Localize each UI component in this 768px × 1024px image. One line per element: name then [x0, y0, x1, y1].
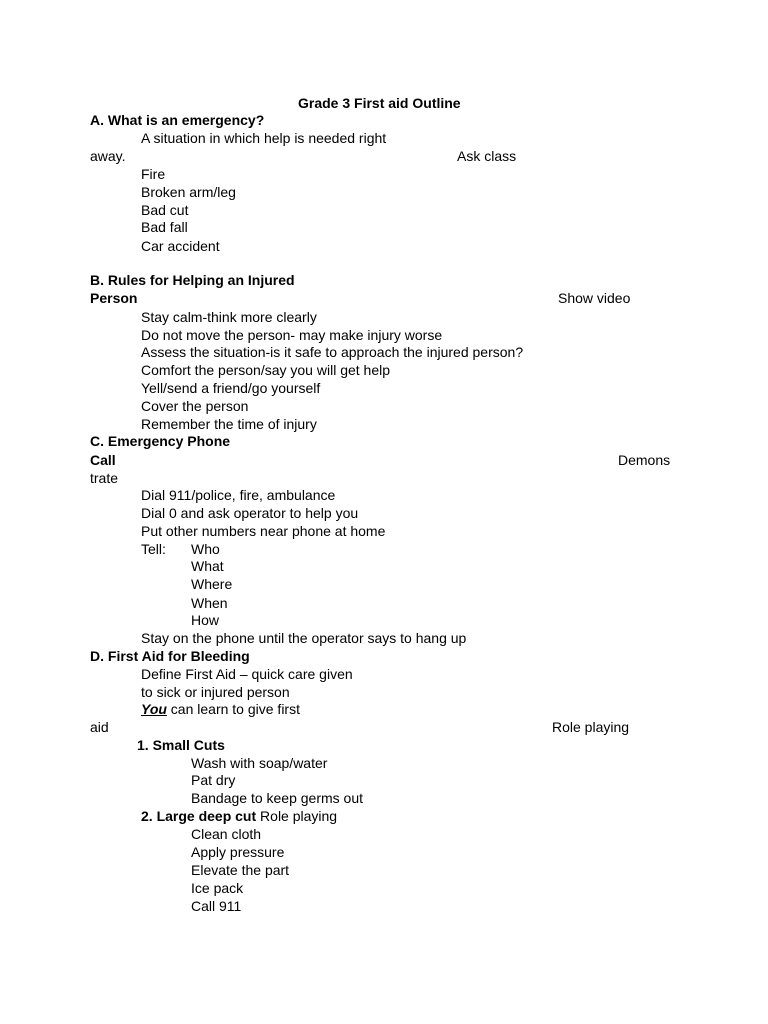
- list-item: How: [191, 612, 220, 628]
- list-item: Dial 911/police, fire, ambulance: [141, 487, 336, 503]
- list-item: Bandage to keep germs out: [191, 790, 364, 806]
- list-item: Wash with soap/water: [191, 755, 328, 771]
- section-d-note: Role playing: [552, 719, 630, 735]
- list-item: Call 911: [191, 898, 242, 914]
- tell-label: Tell:: [141, 541, 166, 557]
- list-item: Car accident: [141, 238, 220, 254]
- list-item: Broken arm/leg: [141, 184, 236, 200]
- section-a-definition-cont: away.: [90, 148, 126, 164]
- section-b-heading: B. Rules for Helping an Injured: [90, 272, 295, 288]
- subsection-large-cut-line: [141, 808, 337, 824]
- section-c-note: Demons: [618, 452, 671, 468]
- section-d-definition: Define First Aid – quick care given: [141, 666, 353, 682]
- list-item: Bad cut: [141, 202, 189, 218]
- emphasis-you: You: [141, 701, 167, 717]
- section-d-learn-line: [141, 701, 300, 717]
- section-d-learn-cont: aid: [90, 719, 109, 735]
- list-item: Comfort the person/say you will get help: [141, 362, 391, 378]
- list-item: Bad fall: [141, 219, 188, 235]
- list-item: Who: [191, 541, 220, 557]
- list-item: Assess the situation-is it safe to approach the injured person?: [141, 344, 524, 360]
- list-item: What: [191, 558, 224, 574]
- section-a-note: Ask class: [457, 148, 517, 164]
- list-item: Yell/send a friend/go yourself: [141, 380, 321, 396]
- list-item: Remember the time of injury: [141, 416, 317, 432]
- subsection-large-cut-heading: 2. Large deep cut: [141, 808, 257, 824]
- list-item: Stay calm-think more clearly: [141, 309, 317, 325]
- list-item: Put other numbers near phone at home: [141, 523, 386, 539]
- list-item: Where: [191, 576, 233, 592]
- section-b-note: Show video: [558, 290, 631, 306]
- section-c-heading: C. Emergency Phone: [90, 433, 231, 449]
- subsection-large-cut-note: Role playing: [256, 808, 338, 824]
- section-c-heading-cont: Call: [90, 452, 116, 468]
- section-c-closing: Stay on the phone until the operator says to hang up: [141, 630, 467, 646]
- subsection-small-cuts-heading: 1. Small Cuts: [137, 737, 225, 753]
- section-d-heading: D. First Aid for Bleeding: [90, 648, 250, 664]
- section-b-heading-cont: Person: [90, 290, 138, 306]
- list-item: Apply pressure: [191, 844, 285, 860]
- section-a-heading: A. What is an emergency?: [90, 112, 265, 128]
- list-item: Dial 0 and ask operator to help you: [141, 505, 359, 521]
- list-item: Ice pack: [191, 880, 244, 896]
- section-c-note-cont: trate: [90, 470, 119, 486]
- list-item: Elevate the part: [191, 862, 290, 878]
- list-item: Clean cloth: [191, 826, 262, 842]
- section-d-definition-cont: to sick or injured person: [141, 684, 290, 700]
- list-item: Fire: [141, 166, 166, 182]
- page-title: Grade 3 First aid Outline: [298, 95, 461, 111]
- list-item: Pat dry: [191, 772, 236, 788]
- list-item: When: [191, 595, 228, 611]
- list-item: Do not move the person- may make injury worse: [141, 327, 443, 343]
- list-item: Cover the person: [141, 398, 249, 414]
- section-a-definition: A situation in which help is needed right: [141, 130, 387, 146]
- learn-text: can learn to give first: [166, 701, 300, 717]
